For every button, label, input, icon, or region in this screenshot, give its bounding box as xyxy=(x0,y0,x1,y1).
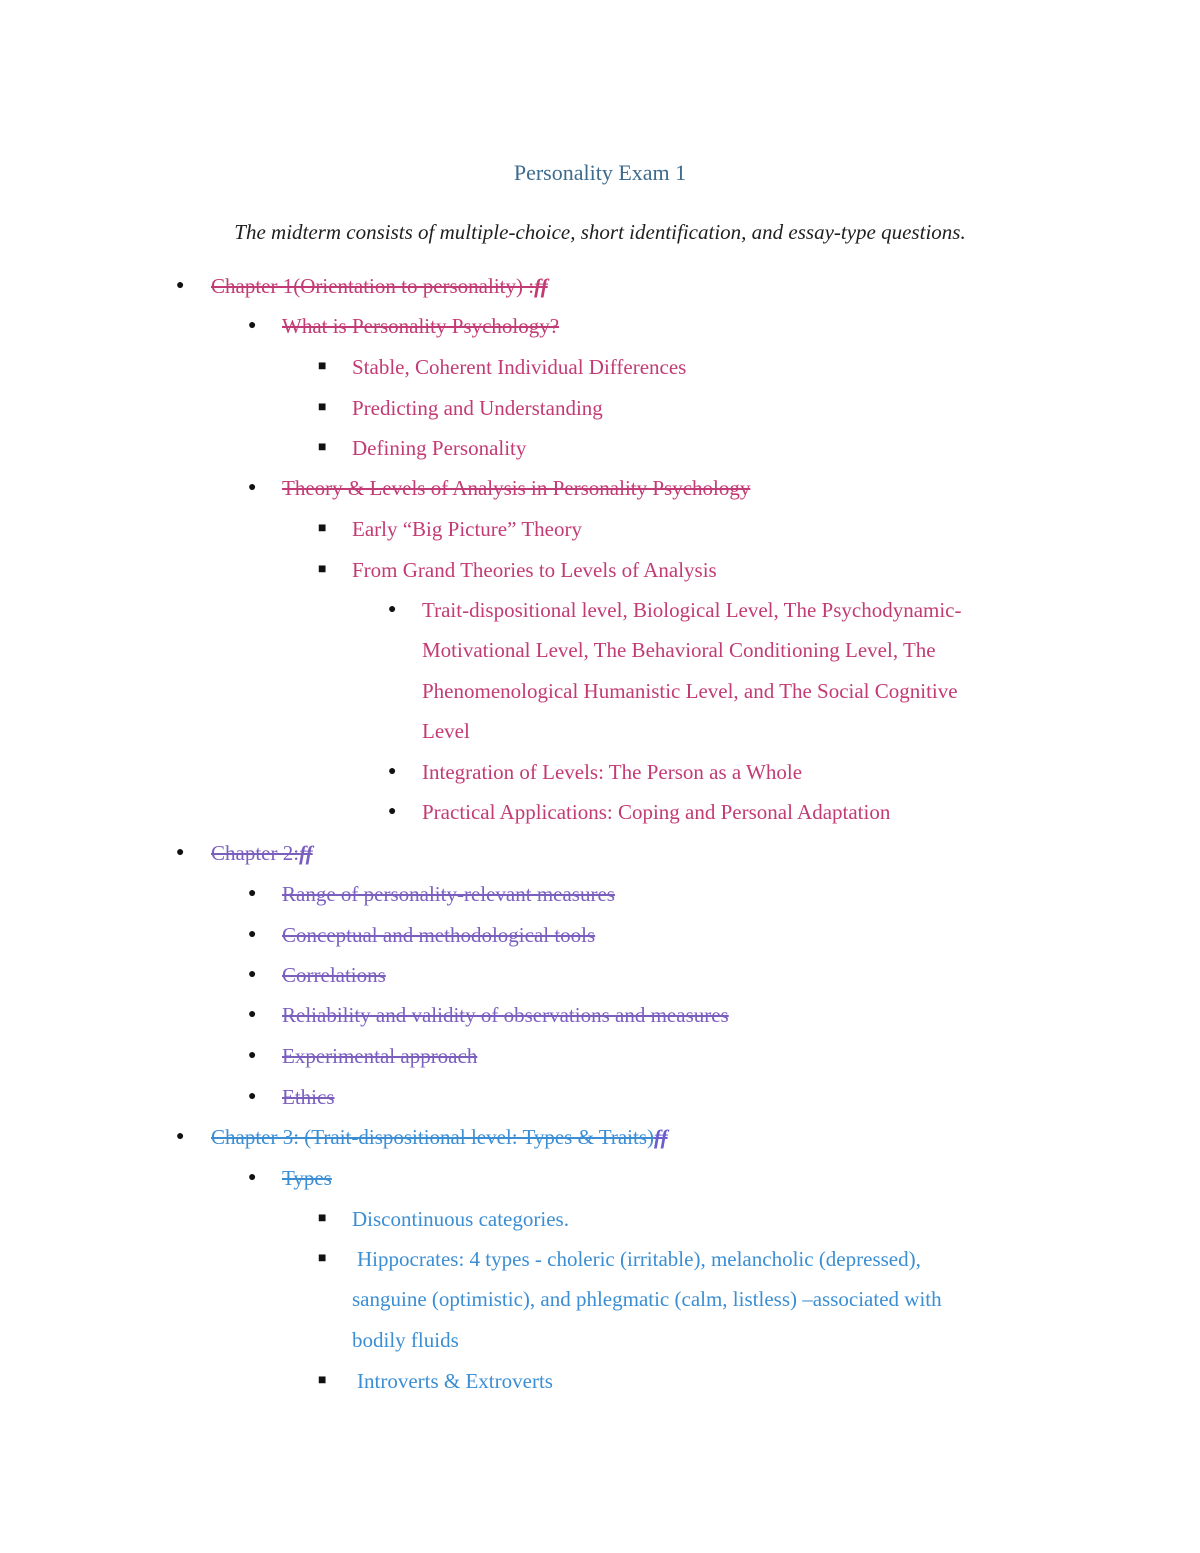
chapter2-heading: Chapter 2:ff xyxy=(211,841,313,865)
chapter3-heading: Chapter 3: (Trait-dispositional level: Types & Traits)ff xyxy=(211,1125,668,1149)
subtopic-early: Early “Big Picture” Theory xyxy=(352,517,582,541)
bullet-square-icon: ■ xyxy=(318,1251,327,1266)
subtopic-discontinuous: Discontinuous categories. xyxy=(352,1207,569,1231)
chapter1-heading: Chapter 1(Orientation to personality) :ff xyxy=(211,274,548,298)
levels-line-1: Trait-dispositional level, Biological Level, The Psychodynamic- xyxy=(422,598,962,622)
levels-line-3: Phenomenological Humanistic Level, and The Social Cognitive xyxy=(422,679,958,703)
bullet-square-icon: ■ xyxy=(318,562,327,577)
hippocrates-line-1: Hippocrates: 4 types - choleric (irritable), melancholic (depressed), xyxy=(357,1247,921,1271)
subtopic-defining: Defining Personality xyxy=(352,436,527,460)
chapter1-mark: ff xyxy=(534,274,548,298)
bullet-square-icon: ■ xyxy=(318,359,327,374)
topic-reliability: Reliability and validity of observations and measures xyxy=(282,1003,729,1027)
bullet-dot-icon: ● xyxy=(388,804,397,819)
bullet-dot-icon: ● xyxy=(248,886,257,901)
bullet-dot-icon: ● xyxy=(248,1089,257,1104)
topic-correlations: Correlations xyxy=(282,963,386,987)
topic-conceptual: Conceptual and methodological tools xyxy=(282,923,596,947)
subtopic-grand: From Grand Theories to Levels of Analysis xyxy=(352,558,717,582)
bullet-dot-icon: ● xyxy=(248,1048,257,1063)
bullet-dot-icon: ● xyxy=(248,1170,257,1185)
bullet-square-icon: ■ xyxy=(318,440,327,455)
bullet-square-icon: ■ xyxy=(318,521,327,536)
bullet-square-icon: ■ xyxy=(318,400,327,415)
bullet-dot-icon: ● xyxy=(248,1007,257,1022)
topic-range: Range of personality-relevant measures xyxy=(282,882,615,906)
bullet-dot-icon: ● xyxy=(248,480,257,495)
subtopic-predicting: Predicting and Understanding xyxy=(352,396,603,420)
document-subtitle: The midterm consists of multiple-choice, short identification, and essay-type questions. xyxy=(234,220,966,244)
bullet-dot-icon: ● xyxy=(388,764,397,779)
topic-ethics: Ethics xyxy=(282,1085,335,1109)
bullet-dot-icon: ● xyxy=(248,318,257,333)
hippocrates-line-3: bodily fluids xyxy=(352,1328,459,1352)
subtopic-introverts: Introverts & Extroverts xyxy=(357,1369,553,1393)
levels-practical: Practical Applications: Coping and Personal Adaptation xyxy=(422,800,891,824)
bullet-square-icon: ■ xyxy=(318,1373,327,1388)
bullet-dot-icon: ● xyxy=(248,967,257,982)
bullet-dot-icon: ● xyxy=(176,845,185,860)
chapter2-mark: ff xyxy=(299,841,313,865)
topic-what-is: What is Personality Psychology? xyxy=(282,314,560,338)
levels-line-2: Motivational Level, The Behavioral Conditioning Level, The xyxy=(422,638,936,662)
bullet-dot-icon: ● xyxy=(388,602,397,617)
subtopic-stable: Stable, Coherent Individual Differences xyxy=(352,355,687,379)
bullet-square-icon: ■ xyxy=(318,1211,327,1226)
chapter3-mark: ff xyxy=(654,1125,668,1149)
topic-experimental: Experimental approach xyxy=(282,1044,478,1068)
bullet-dot-icon: ● xyxy=(176,278,185,293)
document-title: Personality Exam 1 xyxy=(513,160,687,185)
bullet-dot-icon: ● xyxy=(176,1129,185,1144)
levels-line-4: Level xyxy=(422,719,470,743)
topic-types: Types xyxy=(282,1166,332,1190)
bullet-dot-icon: ● xyxy=(248,927,257,942)
topic-theory: Theory & Levels of Analysis in Personality Psychology xyxy=(282,476,751,500)
hippocrates-line-2: sanguine (optimistic), and phlegmatic (calm, listless) –associated with xyxy=(352,1287,942,1311)
levels-integration: Integration of Levels: The Person as a Whole xyxy=(422,760,803,784)
